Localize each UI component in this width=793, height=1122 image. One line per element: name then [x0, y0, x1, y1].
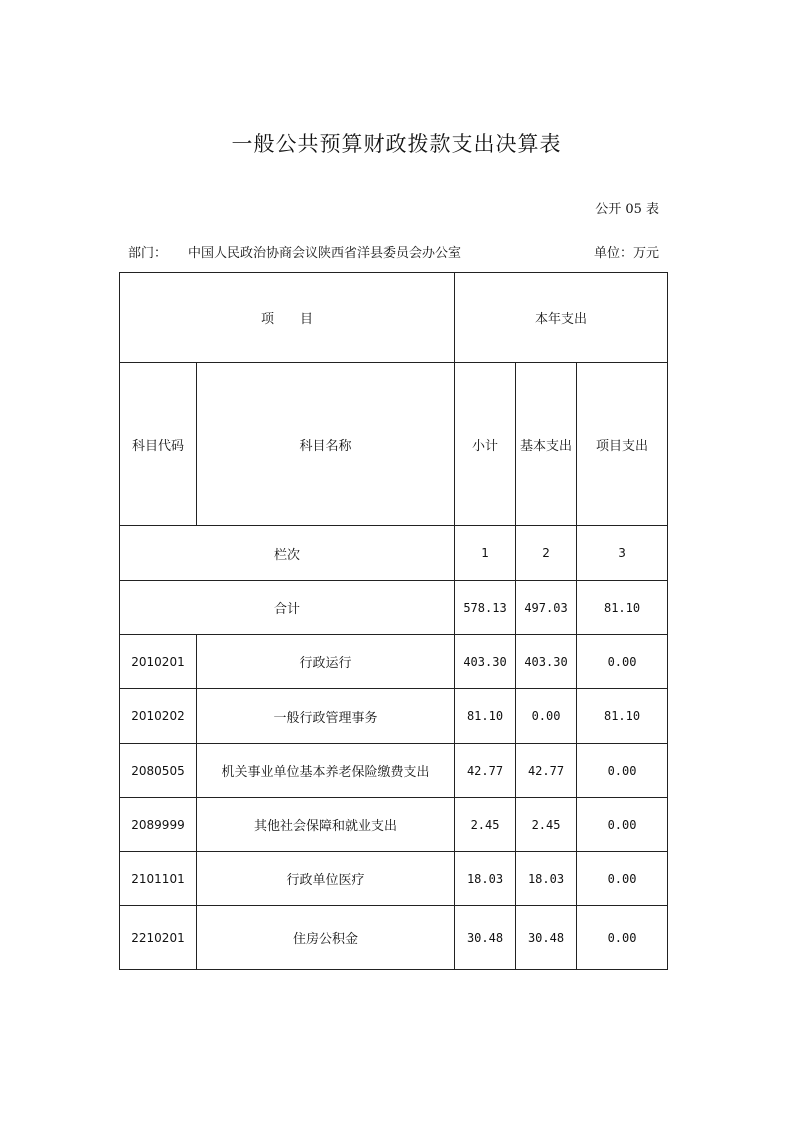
row-project: 0.00 [577, 906, 668, 970]
row-name: 行政单位医疗 [197, 852, 455, 906]
total-subtotal: 578.13 [455, 581, 516, 635]
row-subtotal: 30.48 [455, 906, 516, 970]
row-subtotal: 2.45 [455, 798, 516, 852]
row-subtotal: 42.77 [455, 744, 516, 798]
row-code: 2080505 [120, 744, 197, 798]
total-basic: 497.03 [516, 581, 577, 635]
row-project: 0.00 [577, 798, 668, 852]
column-index-1: 1 [455, 526, 516, 581]
row-subtotal: 403.30 [455, 635, 516, 689]
table-row [120, 798, 668, 852]
row-code: 2101101 [120, 852, 197, 906]
header-subtotal: 小计 [455, 363, 516, 526]
row-basic: 0.00 [516, 689, 577, 744]
table-row [120, 689, 668, 744]
table-row [120, 744, 668, 798]
unit-label: 单位：万元 [593, 246, 659, 261]
header-project-expense: 项目支出 [577, 363, 668, 526]
row-code: 2210201 [120, 906, 197, 970]
header-current-year: 本年支出 [455, 273, 668, 363]
row-basic: 2.45 [516, 798, 577, 852]
total-project: 81.10 [577, 581, 668, 635]
expenditure-table [119, 272, 668, 970]
table-row [120, 852, 668, 906]
total-label: 合计 [120, 581, 455, 635]
row-basic: 42.77 [516, 744, 577, 798]
department-name: 中国人民政治协商会议陕西省洋县委员会办公室 [188, 246, 462, 261]
row-subtotal: 18.03 [455, 852, 516, 906]
row-project: 0.00 [577, 744, 668, 798]
page-title: 一般公共预算财政拨款支出决算表 [231, 132, 562, 156]
table-row [120, 635, 668, 689]
row-code: 2089999 [120, 798, 197, 852]
header-code: 科目代码 [120, 363, 197, 526]
column-index-2: 2 [516, 526, 577, 581]
department-label: 部门： [128, 246, 168, 261]
row-basic: 403.30 [516, 635, 577, 689]
column-index-label: 栏次 [120, 526, 455, 581]
form-number: 公开 05 表 [595, 202, 659, 217]
row-project: 0.00 [577, 635, 668, 689]
row-project: 81.10 [577, 689, 668, 744]
row-project: 0.00 [577, 852, 668, 906]
row-code: 2010201 [120, 635, 197, 689]
row-name: 一般行政管理事务 [197, 689, 455, 744]
header-basic: 基本支出 [516, 363, 577, 526]
header-project: 项 目 [120, 273, 455, 363]
row-name: 住房公积金 [197, 906, 455, 970]
header-name: 科目名称 [197, 363, 455, 526]
row-basic: 18.03 [516, 852, 577, 906]
row-name: 其他社会保障和就业支出 [197, 798, 455, 852]
row-basic: 30.48 [516, 906, 577, 970]
row-code: 2010202 [120, 689, 197, 744]
row-name: 行政运行 [197, 635, 455, 689]
row-name: 机关事业单位基本养老保险缴费支出 [197, 744, 455, 798]
column-index-3: 3 [577, 526, 668, 581]
row-subtotal: 81.10 [455, 689, 516, 744]
table-row [120, 906, 668, 970]
